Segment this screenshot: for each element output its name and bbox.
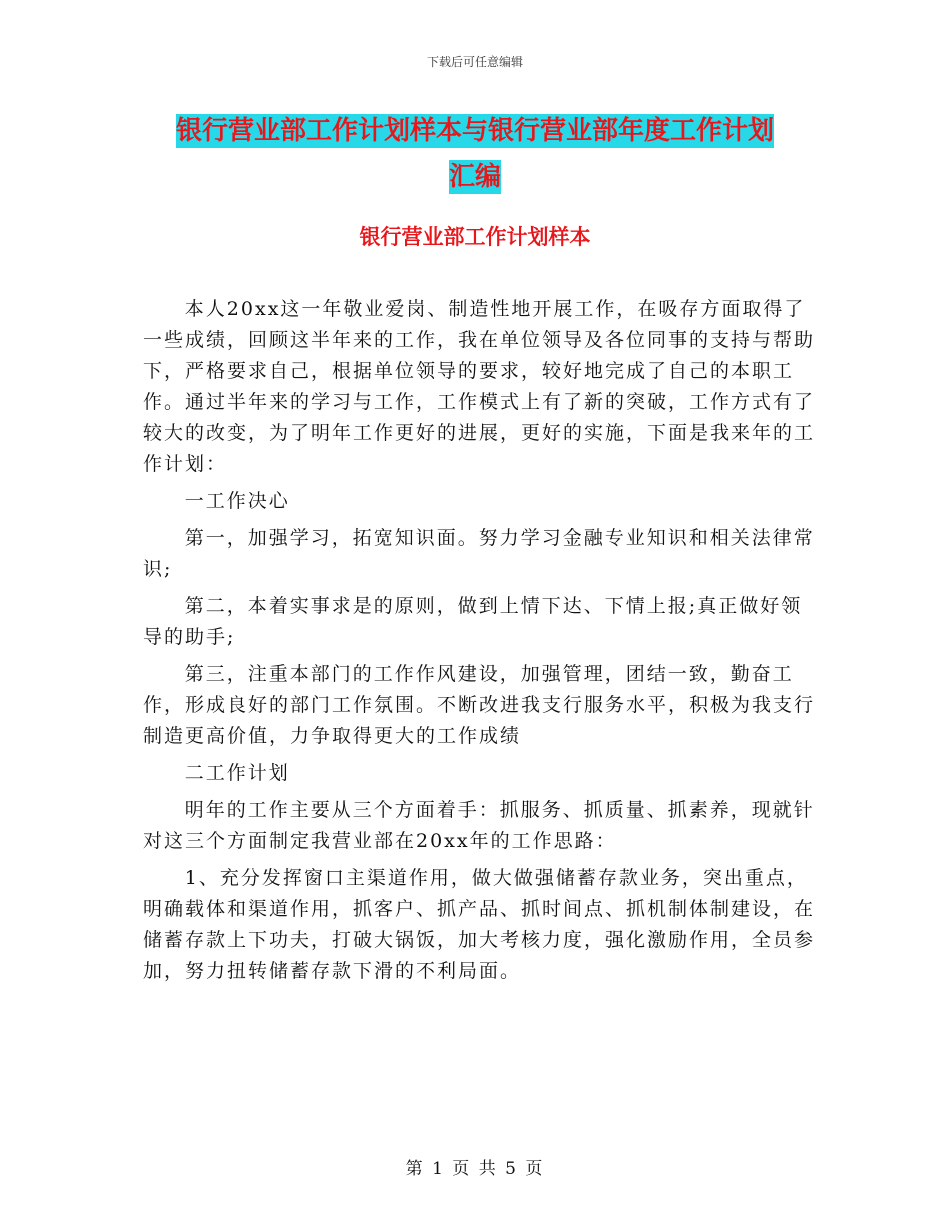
document-body — [143, 294, 818, 987]
section-heading: 银行营业部工作计划样本 — [359, 225, 591, 249]
paragraph-plan-item-1: 1、充分发挥窗口主渠道作用，做大做强储蓄存款业务，突出重点，明确载体和渠道作用，抓客户、抓产品、抓时间点、抓机制体制建设，在储蓄存款上下功夫，打破大锅饭，加大考核力度，强化激励作用，全员参加，努力扭转储蓄存款下滑的不利局面。 — [143, 867, 816, 982]
paragraph-third: 第三，注重本部门的工作作风建设，加强管理，团结一致，勤奋工作，形成良好的部门工作氛围。不断改进我支行服务水平，积极为我支行制造更高价值，力争取得更大的工作成绩 — [143, 663, 816, 747]
paragraph-second: 第二，本着实事求是的原则，做到上情下达、下情上报;真正做好领导的助手; — [143, 595, 803, 648]
document-title — [140, 108, 810, 200]
paragraph-heading-determination: 一工作决心 — [184, 490, 290, 512]
paragraph-first: 第一，加强学习，拓宽知识面。努力学习金融专业知识和相关法律常识; — [143, 527, 815, 580]
title-line-2: 汇编 — [448, 162, 501, 192]
title-line-1: 银行营业部工作计划样本与银行营业部年度工作计划 — [175, 116, 774, 146]
paragraph-intro: 本人20xx这一年敬业爱岗、制造性地开展工作，在吸存方面取得了一些成绩，回顾这半年来的工作，我在单位领导及各位同事的支持与帮助下，严格要求自己，根据单位领导的要求，较好地完成了自己的本职工作。通过半年来的学习与工作，工作模式上有了新的突破，工作方式有了较大的改变，为了明年工作更好的进展，更好的实施，下面是我来年的工作计划： — [143, 298, 816, 475]
page-footer: 第 1 页 共 5 页 — [405, 1159, 545, 1179]
paragraph-plan-intro: 明年的工作主要从三个方面着手：抓服务、抓质量、抓素养，现就针对这三个方面制定我营业部在20xx年的工作思路： — [143, 799, 815, 852]
paragraph-heading-plan: 二工作计划 — [184, 762, 290, 784]
header-note: 下载后可任意编辑 — [426, 55, 523, 69]
